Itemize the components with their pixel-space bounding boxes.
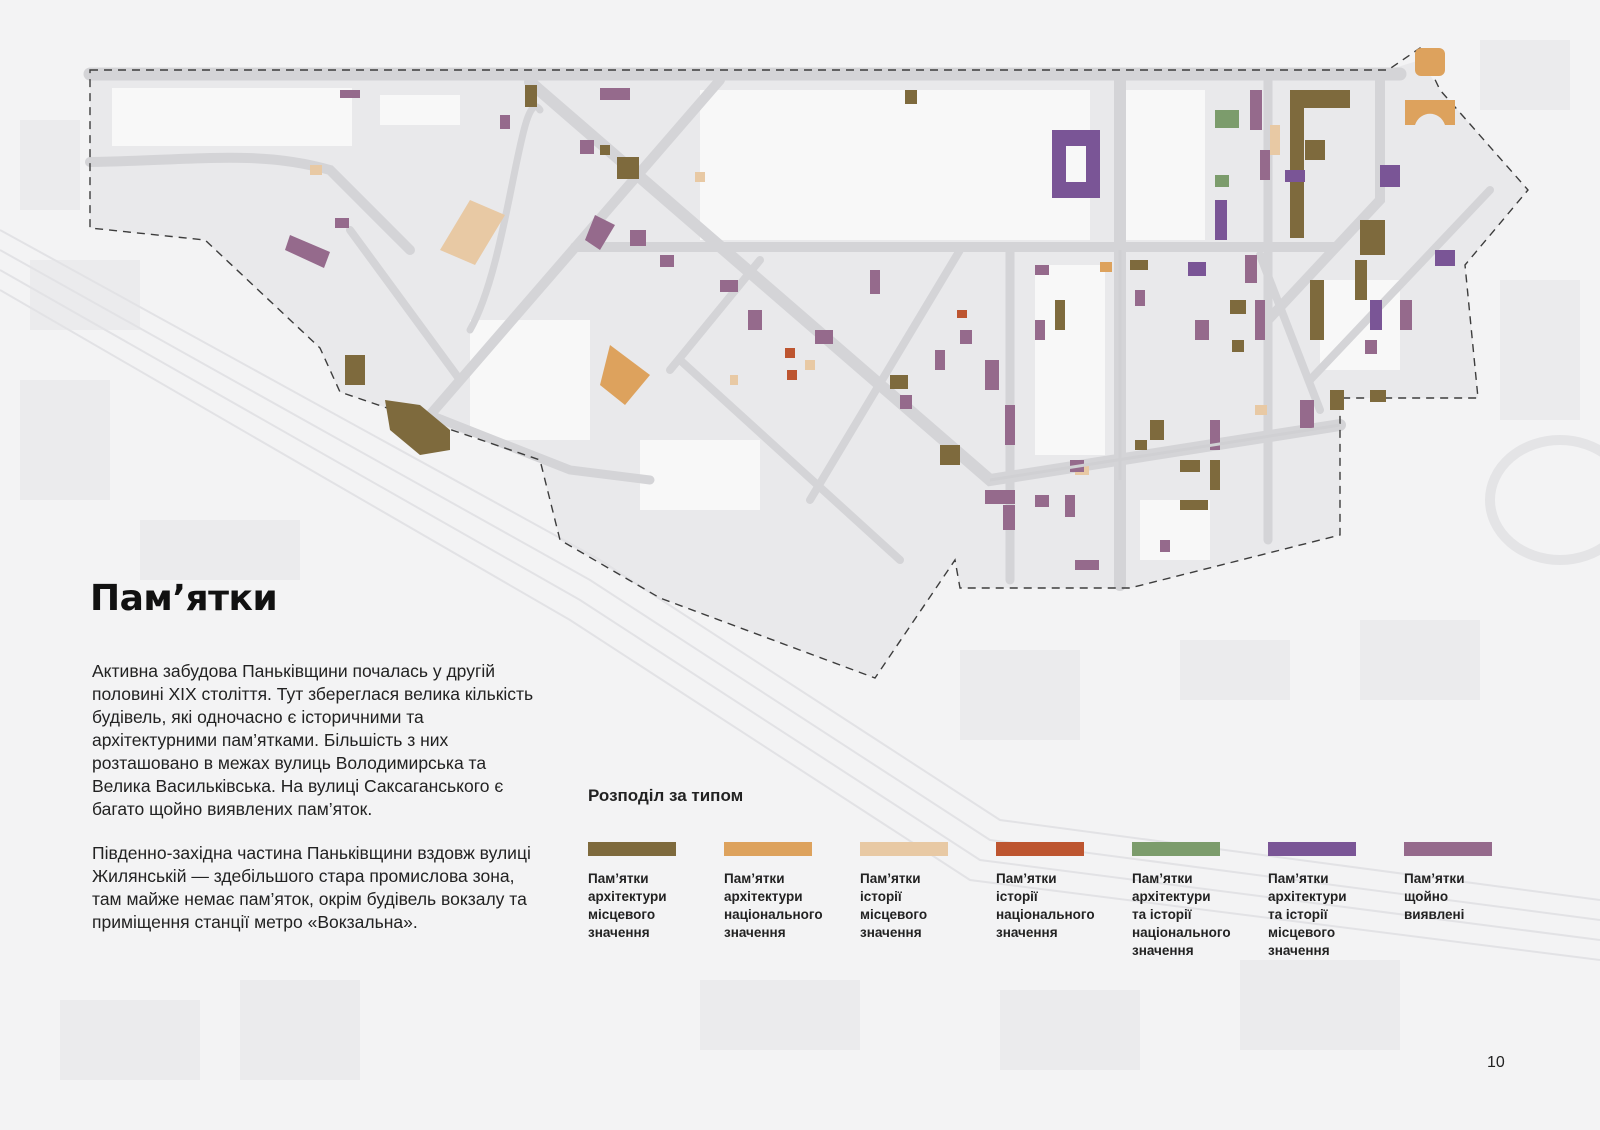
legend-item-arch-history-national bbox=[1132, 842, 1252, 960]
legend-swatch bbox=[724, 842, 812, 856]
legend-label: Пам’ятки історії місцевого значення bbox=[860, 871, 928, 940]
legend-title: Розподіл за типом bbox=[588, 786, 744, 805]
legend-label: Пам’ятки історії національного значення bbox=[996, 871, 1095, 940]
legend-item-newly-identified bbox=[1404, 842, 1524, 924]
page-title: Пам’ятки bbox=[90, 578, 278, 619]
legend-label: Пам’ятки архітектури місцевого значення bbox=[588, 871, 667, 940]
legend-swatch bbox=[996, 842, 1084, 856]
legend-item-history-local bbox=[860, 842, 980, 942]
legend-swatch bbox=[860, 842, 948, 856]
legend-swatch bbox=[1404, 842, 1492, 856]
legend-swatch bbox=[1132, 842, 1220, 856]
southwest-paragraph: Південно-західна частина Паньківщини вздовж вулиці Жилянській — здебільшого стара промислова зона, там майже немає пам’яток, окрім будівель вокзалу та приміщення станції метро «Вокзальна». bbox=[92, 843, 531, 932]
legend-label: Пам’ятки щойно виявлені bbox=[1404, 871, 1465, 922]
legend-label: Пам’ятки архітектури національного значення bbox=[724, 871, 823, 940]
page-number: 10 bbox=[1487, 1054, 1505, 1071]
legend-item-architecture-national bbox=[724, 842, 844, 942]
legend-label: Пам’ятки архітектури та історії національного значення bbox=[1132, 871, 1231, 958]
intro-paragraph: Активна забудова Паньківщини почалась у другій половині XIX століття. Тут збереглася велика кількість будівель, які одночасно є історичними та архітектурними пам’ятками. Більшість з них розташовано в межах вулиць Володимирська та Велика Васильківська. На вулиці Саксаганського є багато щойно виявлених пам’яток. bbox=[92, 661, 534, 819]
legend bbox=[588, 842, 1548, 962]
legend-item-history-national bbox=[996, 842, 1116, 942]
legend-swatch bbox=[1268, 842, 1356, 856]
legend-label: Пам’ятки архітектури та історії місцевого значення bbox=[1268, 871, 1347, 958]
legend-swatch bbox=[588, 842, 676, 856]
stadium-outline bbox=[1490, 440, 1600, 560]
legend-item-architecture-local bbox=[588, 842, 708, 942]
legend-item-arch-history-local bbox=[1268, 842, 1388, 960]
